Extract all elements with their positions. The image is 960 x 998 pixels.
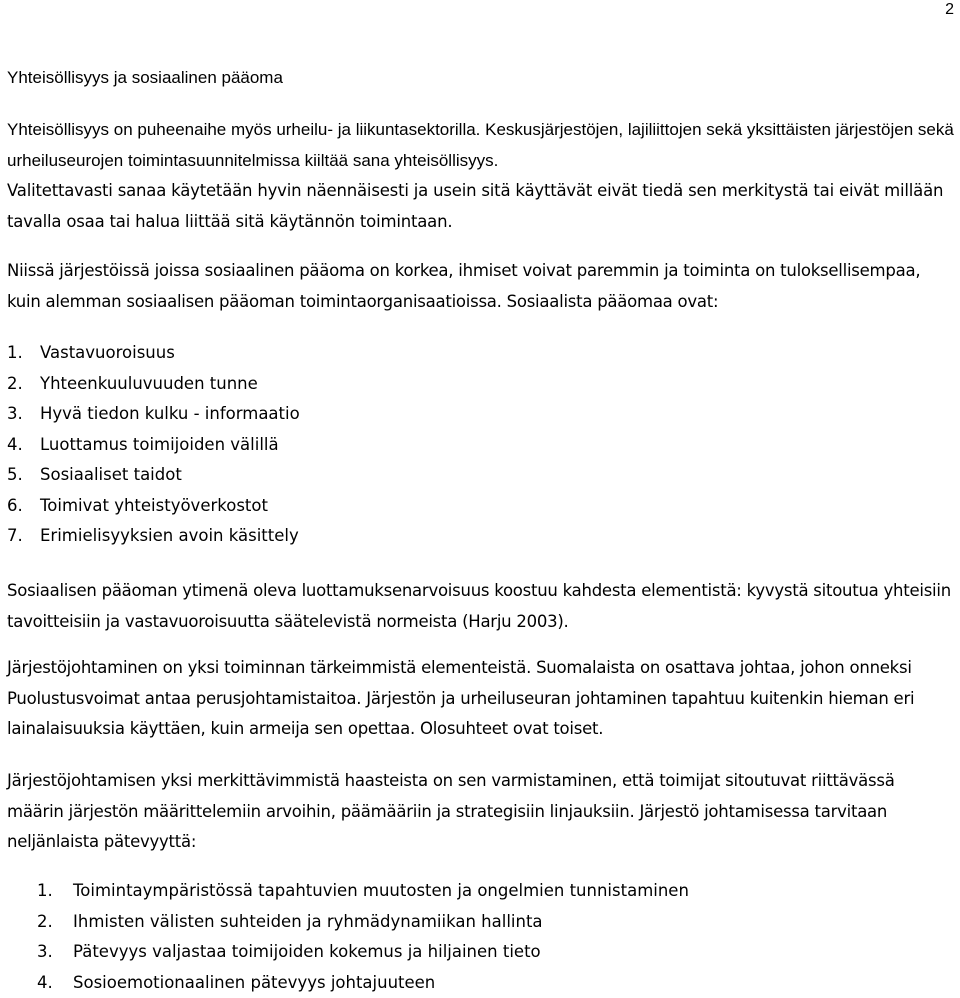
list-item [7, 399, 300, 430]
list-item-text: Toimivat yhteistyöverkostot [40, 491, 268, 522]
competence-list [37, 876, 689, 998]
list-item-text: Luottamus toimijoiden välillä [40, 430, 279, 461]
list-item-number: 2. [7, 369, 40, 400]
list-item [7, 460, 300, 491]
list-item [37, 968, 689, 998]
list-item [7, 369, 300, 400]
intro-continuation-paragraph: Valitettavasti sanaa käytetään hyvin näennäisesti ja usein sitä käyttävät eivät tiedä sen merkitystä tai eivät millään tavalla osaa tai halua liittää sitä käytännön toimintaan. [7, 176, 955, 237]
list-item-number: 7. [7, 521, 40, 552]
list-item-number: 5. [7, 460, 40, 491]
list-item [37, 937, 689, 968]
list-item-number: 3. [37, 937, 73, 968]
page-number: 2 [945, 0, 954, 20]
list-item [7, 521, 300, 552]
list-item-number: 2. [37, 907, 73, 938]
management-paragraph: Järjestöjohtaminen on yksi toiminnan tärkeimmistä elementeistä. Suomalaista on osattava johtaa, johon onneksi Puolustusvoimat antaa perusjohtamistaitoa. Järjestön ja urheiluseuran johtaminen tapahtuu kuitenkin hieman eri lainalaisuuksia käyttäen, kuin armeija sen opettaa. Olosuhteet ovat toiset. [7, 653, 955, 745]
challenge-paragraph: Järjestöjohtamisen yksi merkittävimmistä haasteista on sen varmistaminen, että toimijat sitoutuvat riittävässä määrin järjestön määrittelemiin arvoihin, päämääriin ja strategisiin linjauksiin. Järjestö johtamisessa tarvitaan neljänlaista pätevyyttä: [7, 766, 955, 858]
list-item-text: Pätevyys valjastaa toimijoiden kokemus ja hiljainen tieto [73, 937, 541, 968]
list-item [7, 338, 300, 369]
intro-paragraph: Yhteisöllisyys on puheenaihe myös urheilu- ja liikuntasektorilla. Keskusjärjestöjen, lajiliittojen sekä yksittäisten järjestöjen sekä urheiluseurojen toimintasuunnitelmissa kiiltää sana yhteisöllisyys. [7, 115, 955, 176]
list-item [37, 876, 689, 907]
section-heading: Yhteisöllisyys ja sosiaalinen pääoma [7, 66, 283, 90]
social-capital-paragraph: Niissä järjestöissä joissa sosiaalinen pääoma on korkea, ihmiset voivat paremmin ja toiminta on tuloksellisempaa, kuin alemman sosiaalisen pääoman toimintaorganisaatioissa. Sosiaalista pääomaa ovat: [7, 256, 955, 317]
list-item [37, 907, 689, 938]
list-item-text: Sosiaaliset taidot [40, 460, 182, 491]
core-paragraph: Sosiaalisen pääoman ytimenä oleva luottamuksenarvoisuus koostuu kahdesta elementistä: kyvystä sitoutua yhteisiin tavoitteisiin ja vastavuoroisuutta säätelevistä normeista (Harju 2003). [7, 576, 955, 637]
list-item-text: Vastavuoroisuus [40, 338, 175, 369]
list-item-number: 6. [7, 491, 40, 522]
list-item-number: 4. [37, 968, 73, 998]
list-item-text: Sosioemotionaalinen pätevyys johtajuuteen [73, 968, 435, 998]
list-item-number: 4. [7, 430, 40, 461]
list-item-number: 1. [37, 876, 73, 907]
list-item-text: Ihmisten välisten suhteiden ja ryhmädynamiikan hallinta [73, 907, 543, 938]
list-item-text: Erimielisyyksien avoin käsittely [40, 521, 299, 552]
list-item-number: 3. [7, 399, 40, 430]
list-item-text: Hyvä tiedon kulku - informaatio [40, 399, 300, 430]
list-item [7, 430, 300, 461]
list-item [7, 491, 300, 522]
list-item-text: Toimintaympäristössä tapahtuvien muutosten ja ongelmien tunnistaminen [73, 876, 689, 907]
list-item-number: 1. [7, 338, 40, 369]
list-item-text: Yhteenkuuluvuuden tunne [40, 369, 258, 400]
social-capital-list [7, 338, 300, 552]
